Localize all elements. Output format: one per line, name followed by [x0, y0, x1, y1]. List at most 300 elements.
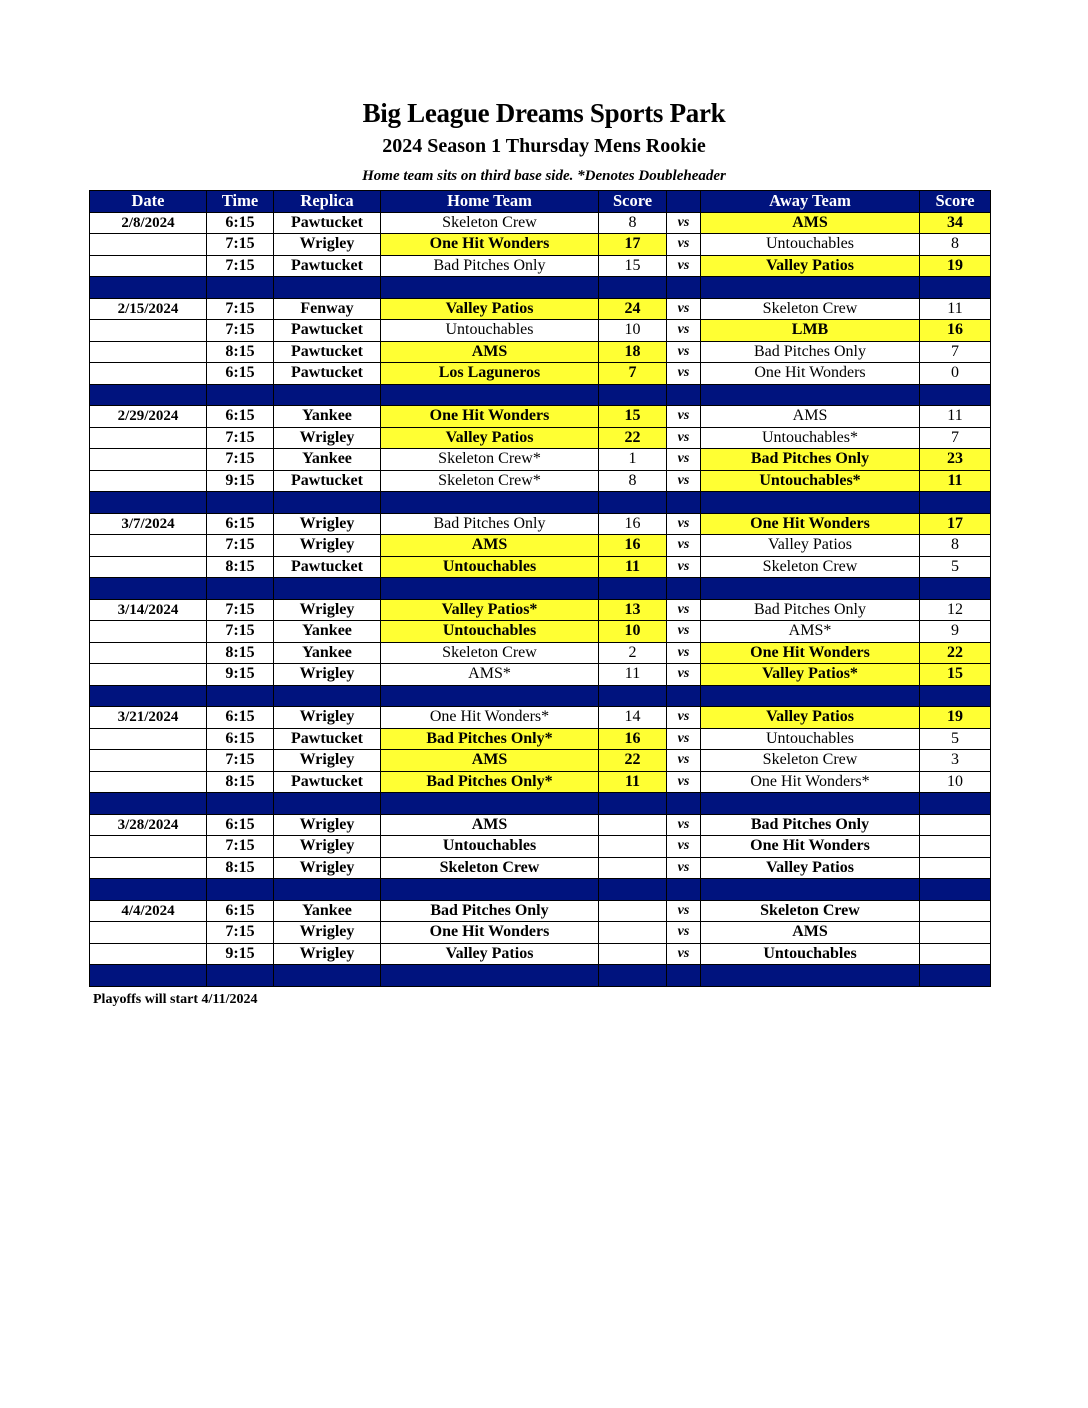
away-team-cell: One Hit Wonders: [701, 363, 920, 385]
replica-field-cell: Wrigley: [274, 836, 381, 858]
away-score-cell: [920, 943, 991, 965]
home-team-cell: One Hit Wonders*: [381, 707, 599, 729]
time-cell: 7:15: [207, 750, 274, 772]
vs-cell: vs: [667, 363, 701, 385]
table-row: [90, 234, 991, 256]
home-team-cell: Valley Patios*: [381, 599, 599, 621]
away-team-cell: One Hit Wonders: [701, 836, 920, 858]
home-score-cell: 16: [599, 728, 667, 750]
separator-cell: [667, 384, 701, 406]
away-team-cell: Skeleton Crew: [701, 298, 920, 320]
away-team-cell: Untouchables*: [701, 427, 920, 449]
away-score-cell: [920, 922, 991, 944]
home-score-cell: 10: [599, 621, 667, 643]
away-team-cell: Bad Pitches Only: [701, 449, 920, 471]
table-row: [90, 728, 991, 750]
separator-cell: [701, 879, 920, 901]
vs-cell: vs: [667, 728, 701, 750]
home-team-cell: Valley Patios: [381, 427, 599, 449]
separator-cell: [90, 277, 207, 299]
time-cell: 7:15: [207, 427, 274, 449]
away-score-cell: 12: [920, 599, 991, 621]
away-score-cell: 5: [920, 728, 991, 750]
table-row: [90, 406, 991, 428]
home-score-cell: 10: [599, 320, 667, 342]
table-row: [90, 943, 991, 965]
vs-cell: vs: [667, 642, 701, 664]
time-cell: 7:15: [207, 320, 274, 342]
vs-cell: vs: [667, 556, 701, 578]
page-subtitle: 2024 Season 1 Thursday Mens Rookie: [382, 135, 706, 157]
home-score-cell: 2: [599, 642, 667, 664]
away-team-cell: AMS: [701, 922, 920, 944]
vs-cell: vs: [667, 535, 701, 557]
date-cell: 4/4/2024: [90, 900, 207, 922]
date-cell: [90, 750, 207, 772]
time-cell: 8:15: [207, 642, 274, 664]
vs-cell: vs: [667, 621, 701, 643]
separator-cell: [667, 879, 701, 901]
table-row: [90, 621, 991, 643]
replica-field-cell: Wrigley: [274, 922, 381, 944]
away-score-cell: 9: [920, 621, 991, 643]
separator-cell: [90, 685, 207, 707]
time-cell: 6:15: [207, 212, 274, 234]
time-cell: 6:15: [207, 406, 274, 428]
vs-cell: vs: [667, 298, 701, 320]
separator-cell: [599, 965, 667, 987]
home-team-cell: One Hit Wonders: [381, 234, 599, 256]
away-score-cell: 8: [920, 234, 991, 256]
separator-cell: [381, 965, 599, 987]
table-row: [90, 707, 991, 729]
home-score-cell: 11: [599, 556, 667, 578]
separator-cell: [381, 793, 599, 815]
separator-cell: [274, 879, 381, 901]
schedule-table: [89, 190, 991, 987]
table-row: [90, 320, 991, 342]
time-cell: 6:15: [207, 814, 274, 836]
home-score-cell: [599, 943, 667, 965]
separator-cell: [274, 685, 381, 707]
away-team-cell: AMS: [701, 406, 920, 428]
time-cell: 7:15: [207, 599, 274, 621]
table-row: [90, 836, 991, 858]
away-score-cell: 7: [920, 341, 991, 363]
away-score-cell: 16: [920, 320, 991, 342]
separator-cell: [381, 578, 599, 600]
away-team-cell: Untouchables*: [701, 470, 920, 492]
separator-cell: [667, 685, 701, 707]
time-cell: 7:15: [207, 234, 274, 256]
time-cell: 6:15: [207, 707, 274, 729]
replica-field-cell: Wrigley: [274, 814, 381, 836]
separator-cell: [701, 492, 920, 514]
time-cell: 7:15: [207, 255, 274, 277]
separator-row: [90, 384, 991, 406]
replica-field-cell: Pawtucket: [274, 212, 381, 234]
separator-row: [90, 578, 991, 600]
replica-field-cell: Wrigley: [274, 513, 381, 535]
table-row: [90, 900, 991, 922]
home-score-cell: 8: [599, 212, 667, 234]
page-title: Big League Dreams Sports Park: [362, 98, 726, 128]
away-team-cell: Valley Patios*: [701, 664, 920, 686]
separator-cell: [207, 384, 274, 406]
date-cell: 3/14/2024: [90, 599, 207, 621]
away-team-cell: Skeleton Crew: [701, 750, 920, 772]
home-score-cell: 24: [599, 298, 667, 320]
home-score-cell: 16: [599, 535, 667, 557]
away-team-cell: Skeleton Crew: [701, 556, 920, 578]
time-cell: 6:15: [207, 900, 274, 922]
replica-field-cell: Yankee: [274, 449, 381, 471]
time-cell: 8:15: [207, 556, 274, 578]
time-cell: 8:15: [207, 771, 274, 793]
home-team-cell: One Hit Wonders: [381, 922, 599, 944]
home-score-cell: 8: [599, 470, 667, 492]
date-cell: 3/28/2024: [90, 814, 207, 836]
date-cell: [90, 922, 207, 944]
date-cell: [90, 771, 207, 793]
date-cell: [90, 535, 207, 557]
date-cell: 3/21/2024: [90, 707, 207, 729]
away-score-cell: [920, 900, 991, 922]
separator-cell: [381, 492, 599, 514]
date-cell: [90, 341, 207, 363]
header-time: Time: [207, 191, 274, 213]
header-away-team: Away Team: [701, 191, 920, 213]
separator-cell: [274, 793, 381, 815]
table-row: [90, 922, 991, 944]
separator-cell: [207, 879, 274, 901]
vs-cell: vs: [667, 707, 701, 729]
header-home-score: Score: [599, 191, 667, 213]
replica-field-cell: Pawtucket: [274, 470, 381, 492]
time-cell: 6:15: [207, 728, 274, 750]
separator-cell: [90, 965, 207, 987]
header-vs: [667, 191, 701, 213]
separator-row: [90, 965, 991, 987]
date-cell: [90, 857, 207, 879]
separator-row: [90, 492, 991, 514]
time-cell: 7:15: [207, 836, 274, 858]
away-score-cell: 10: [920, 771, 991, 793]
separator-cell: [667, 965, 701, 987]
home-team-cell: Los Laguneros: [381, 363, 599, 385]
replica-field-cell: Yankee: [274, 406, 381, 428]
header-away-score: Score: [920, 191, 991, 213]
home-team-cell: Valley Patios: [381, 943, 599, 965]
table-row: [90, 599, 991, 621]
vs-cell: vs: [667, 943, 701, 965]
separator-cell: [90, 879, 207, 901]
vs-cell: vs: [667, 922, 701, 944]
separator-row: [90, 879, 991, 901]
home-score-cell: 17: [599, 234, 667, 256]
time-cell: 6:15: [207, 513, 274, 535]
replica-field-cell: Wrigley: [274, 750, 381, 772]
header-home-team: Home Team: [381, 191, 599, 213]
separator-cell: [920, 965, 991, 987]
home-score-cell: 22: [599, 750, 667, 772]
separator-cell: [920, 685, 991, 707]
away-score-cell: [920, 857, 991, 879]
separator-cell: [274, 965, 381, 987]
away-score-cell: 34: [920, 212, 991, 234]
replica-field-cell: Yankee: [274, 621, 381, 643]
table-row: [90, 556, 991, 578]
time-cell: 9:15: [207, 943, 274, 965]
time-cell: 9:15: [207, 664, 274, 686]
separator-cell: [701, 793, 920, 815]
separator-cell: [667, 492, 701, 514]
replica-field-cell: Wrigley: [274, 857, 381, 879]
header-date: Date: [90, 191, 207, 213]
separator-cell: [920, 492, 991, 514]
replica-field-cell: Pawtucket: [274, 556, 381, 578]
time-cell: 7:15: [207, 922, 274, 944]
schedule-note: Home team sits on third base side. *Denotes Doubleheader: [362, 168, 726, 184]
separator-cell: [381, 685, 599, 707]
separator-row: [90, 277, 991, 299]
separator-cell: [920, 793, 991, 815]
separator-cell: [599, 685, 667, 707]
home-score-cell: 7: [599, 363, 667, 385]
vs-cell: vs: [667, 599, 701, 621]
home-score-cell: 15: [599, 406, 667, 428]
table-row: [90, 642, 991, 664]
home-team-cell: AMS: [381, 814, 599, 836]
away-team-cell: Untouchables: [701, 234, 920, 256]
separator-cell: [701, 384, 920, 406]
replica-field-cell: Wrigley: [274, 599, 381, 621]
home-team-cell: Skeleton Crew: [381, 212, 599, 234]
away-score-cell: 19: [920, 707, 991, 729]
home-score-cell: 11: [599, 664, 667, 686]
separator-cell: [599, 793, 667, 815]
date-cell: [90, 943, 207, 965]
date-cell: 2/29/2024: [90, 406, 207, 428]
date-cell: [90, 470, 207, 492]
date-cell: [90, 836, 207, 858]
away-score-cell: 23: [920, 449, 991, 471]
date-cell: 3/7/2024: [90, 513, 207, 535]
date-cell: [90, 642, 207, 664]
vs-cell: vs: [667, 449, 701, 471]
away-team-cell: Valley Patios: [701, 707, 920, 729]
separator-cell: [920, 384, 991, 406]
vs-cell: vs: [667, 836, 701, 858]
home-team-cell: AMS: [381, 535, 599, 557]
replica-field-cell: Fenway: [274, 298, 381, 320]
vs-cell: vs: [667, 406, 701, 428]
schedule-body: [90, 212, 991, 986]
time-cell: 7:15: [207, 449, 274, 471]
separator-cell: [701, 277, 920, 299]
date-cell: [90, 449, 207, 471]
away-team-cell: Valley Patios: [701, 255, 920, 277]
away-score-cell: [920, 814, 991, 836]
separator-cell: [207, 492, 274, 514]
time-cell: 7:15: [207, 535, 274, 557]
date-cell: [90, 728, 207, 750]
away-team-cell: LMB: [701, 320, 920, 342]
home-score-cell: [599, 900, 667, 922]
separator-cell: [274, 384, 381, 406]
vs-cell: vs: [667, 900, 701, 922]
table-row: [90, 212, 991, 234]
away-score-cell: 22: [920, 642, 991, 664]
table-row: [90, 513, 991, 535]
table-header-row: [90, 191, 991, 213]
away-score-cell: 11: [920, 406, 991, 428]
replica-field-cell: Yankee: [274, 642, 381, 664]
separator-cell: [381, 277, 599, 299]
table-row: [90, 427, 991, 449]
away-score-cell: 3: [920, 750, 991, 772]
separator-cell: [90, 578, 207, 600]
playoffs-note: Playoffs will start 4/11/2024: [93, 992, 258, 1007]
replica-field-cell: Wrigley: [274, 664, 381, 686]
home-team-cell: Bad Pitches Only*: [381, 728, 599, 750]
away-score-cell: 17: [920, 513, 991, 535]
home-score-cell: 18: [599, 341, 667, 363]
home-score-cell: 16: [599, 513, 667, 535]
away-team-cell: Valley Patios: [701, 857, 920, 879]
separator-cell: [599, 578, 667, 600]
separator-cell: [920, 277, 991, 299]
away-team-cell: Bad Pitches Only: [701, 814, 920, 836]
away-team-cell: Skeleton Crew: [701, 900, 920, 922]
away-team-cell: Bad Pitches Only: [701, 599, 920, 621]
vs-cell: vs: [667, 513, 701, 535]
replica-field-cell: Pawtucket: [274, 255, 381, 277]
home-team-cell: Skeleton Crew*: [381, 449, 599, 471]
away-team-cell: Valley Patios: [701, 535, 920, 557]
date-cell: [90, 621, 207, 643]
separator-cell: [701, 578, 920, 600]
separator-cell: [381, 384, 599, 406]
separator-cell: [274, 578, 381, 600]
table-row: [90, 363, 991, 385]
separator-cell: [599, 384, 667, 406]
date-cell: 2/15/2024: [90, 298, 207, 320]
vs-cell: vs: [667, 427, 701, 449]
home-team-cell: Bad Pitches Only: [381, 513, 599, 535]
home-team-cell: Bad Pitches Only: [381, 900, 599, 922]
vs-cell: vs: [667, 750, 701, 772]
table-row: [90, 535, 991, 557]
home-score-cell: [599, 836, 667, 858]
table-row: [90, 470, 991, 492]
header-replica: Replica: [274, 191, 381, 213]
separator-cell: [599, 879, 667, 901]
separator-cell: [920, 578, 991, 600]
date-cell: [90, 664, 207, 686]
home-team-cell: Untouchables: [381, 621, 599, 643]
separator-cell: [274, 277, 381, 299]
table-row: [90, 750, 991, 772]
away-score-cell: 5: [920, 556, 991, 578]
away-score-cell: 8: [920, 535, 991, 557]
away-score-cell: [920, 836, 991, 858]
vs-cell: vs: [667, 341, 701, 363]
replica-field-cell: Wrigley: [274, 234, 381, 256]
home-score-cell: 14: [599, 707, 667, 729]
separator-cell: [207, 277, 274, 299]
vs-cell: vs: [667, 814, 701, 836]
table-row: [90, 857, 991, 879]
replica-field-cell: Pawtucket: [274, 728, 381, 750]
home-score-cell: [599, 857, 667, 879]
vs-cell: vs: [667, 255, 701, 277]
separator-cell: [90, 492, 207, 514]
home-team-cell: Untouchables: [381, 836, 599, 858]
time-cell: 8:15: [207, 341, 274, 363]
home-team-cell: AMS*: [381, 664, 599, 686]
time-cell: 7:15: [207, 621, 274, 643]
away-team-cell: One Hit Wonders*: [701, 771, 920, 793]
home-team-cell: Skeleton Crew: [381, 857, 599, 879]
home-score-cell: 15: [599, 255, 667, 277]
date-cell: [90, 255, 207, 277]
time-cell: 8:15: [207, 857, 274, 879]
home-team-cell: AMS: [381, 341, 599, 363]
away-score-cell: 15: [920, 664, 991, 686]
home-team-cell: Skeleton Crew*: [381, 470, 599, 492]
home-team-cell: One Hit Wonders: [381, 406, 599, 428]
vs-cell: vs: [667, 470, 701, 492]
home-score-cell: [599, 814, 667, 836]
home-team-cell: Skeleton Crew: [381, 642, 599, 664]
away-team-cell: Untouchables: [701, 728, 920, 750]
away-team-cell: Bad Pitches Only: [701, 341, 920, 363]
separator-cell: [381, 879, 599, 901]
home-score-cell: 11: [599, 771, 667, 793]
separator-cell: [274, 492, 381, 514]
separator-cell: [599, 277, 667, 299]
away-team-cell: One Hit Wonders: [701, 513, 920, 535]
table-row: [90, 814, 991, 836]
separator-cell: [207, 685, 274, 707]
replica-field-cell: Pawtucket: [274, 320, 381, 342]
away-score-cell: 11: [920, 298, 991, 320]
separator-cell: [667, 793, 701, 815]
home-team-cell: Untouchables: [381, 556, 599, 578]
replica-field-cell: Pawtucket: [274, 341, 381, 363]
replica-field-cell: Pawtucket: [274, 363, 381, 385]
away-team-cell: AMS: [701, 212, 920, 234]
replica-field-cell: Wrigley: [274, 535, 381, 557]
separator-row: [90, 685, 991, 707]
date-cell: [90, 363, 207, 385]
away-team-cell: One Hit Wonders: [701, 642, 920, 664]
separator-cell: [701, 685, 920, 707]
table-row: [90, 298, 991, 320]
vs-cell: vs: [667, 664, 701, 686]
vs-cell: vs: [667, 771, 701, 793]
separator-cell: [920, 879, 991, 901]
replica-field-cell: Yankee: [274, 900, 381, 922]
separator-cell: [701, 965, 920, 987]
table-row: [90, 255, 991, 277]
away-score-cell: 19: [920, 255, 991, 277]
separator-row: [90, 793, 991, 815]
away-score-cell: 7: [920, 427, 991, 449]
away-team-cell: Untouchables: [701, 943, 920, 965]
home-team-cell: AMS: [381, 750, 599, 772]
